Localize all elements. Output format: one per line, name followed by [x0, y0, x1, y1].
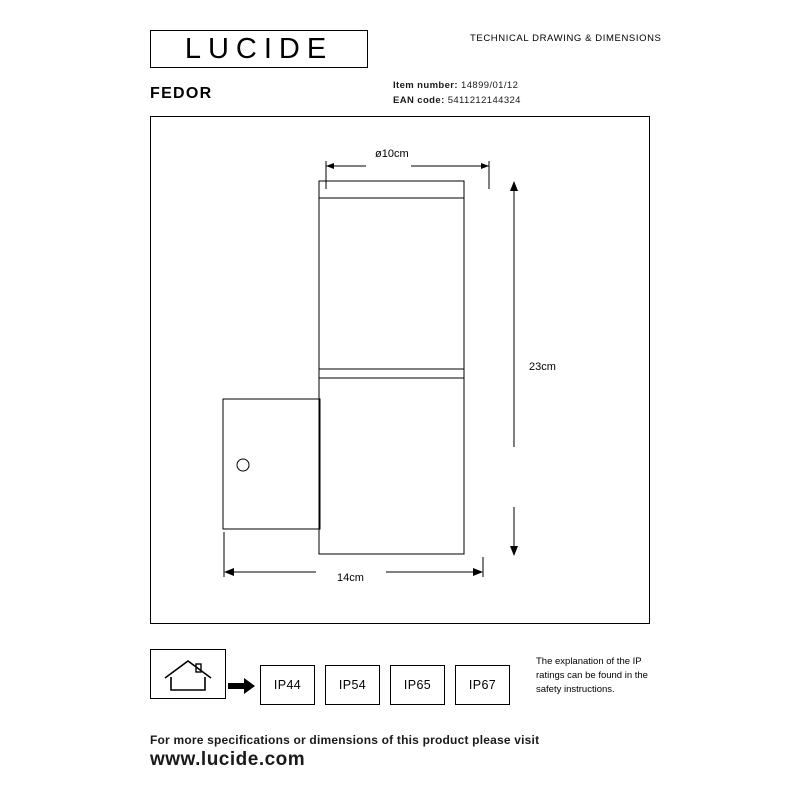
house-icon: [150, 649, 226, 699]
brand-logo-box: [150, 30, 368, 68]
ean-code-line: [393, 95, 521, 106]
ip-rating-badge: IP44: [260, 665, 315, 705]
ean-code-label: EAN code:: [393, 95, 445, 106]
ip-rating-badge: IP65: [390, 665, 445, 705]
brand-logo-text: LUCIDE: [184, 32, 334, 65]
diameter-dimension-label: ø10cm: [372, 148, 412, 160]
height-dimension-label: 23cm: [526, 361, 559, 373]
width-dimension-label: 14cm: [334, 572, 367, 584]
page-title: FEDOR: [150, 85, 213, 102]
ip-rating-note: The explanation of the IP ratings can be found in the safety instructions.: [536, 656, 648, 695]
item-number-line: [393, 80, 518, 91]
arrow-right-icon: [228, 678, 256, 694]
technical-drawing-frame: [150, 116, 650, 624]
item-number-value: 14899/01/12: [461, 80, 519, 91]
footer-text: For more specifications or dimensions of this product please visit: [150, 733, 540, 747]
ip-rating-badge: IP67: [455, 665, 510, 705]
item-number-label: Item number:: [393, 80, 458, 91]
footer-website-link[interactable]: www.lucide.com: [150, 749, 306, 770]
product-technical-drawing: [151, 117, 649, 623]
ean-code-value: 5411212144324: [447, 95, 521, 106]
technical-drawing-title: TECHNICAL DRAWING & DIMENSIONS: [470, 33, 662, 44]
ip-rating-badge: IP54: [325, 665, 380, 705]
